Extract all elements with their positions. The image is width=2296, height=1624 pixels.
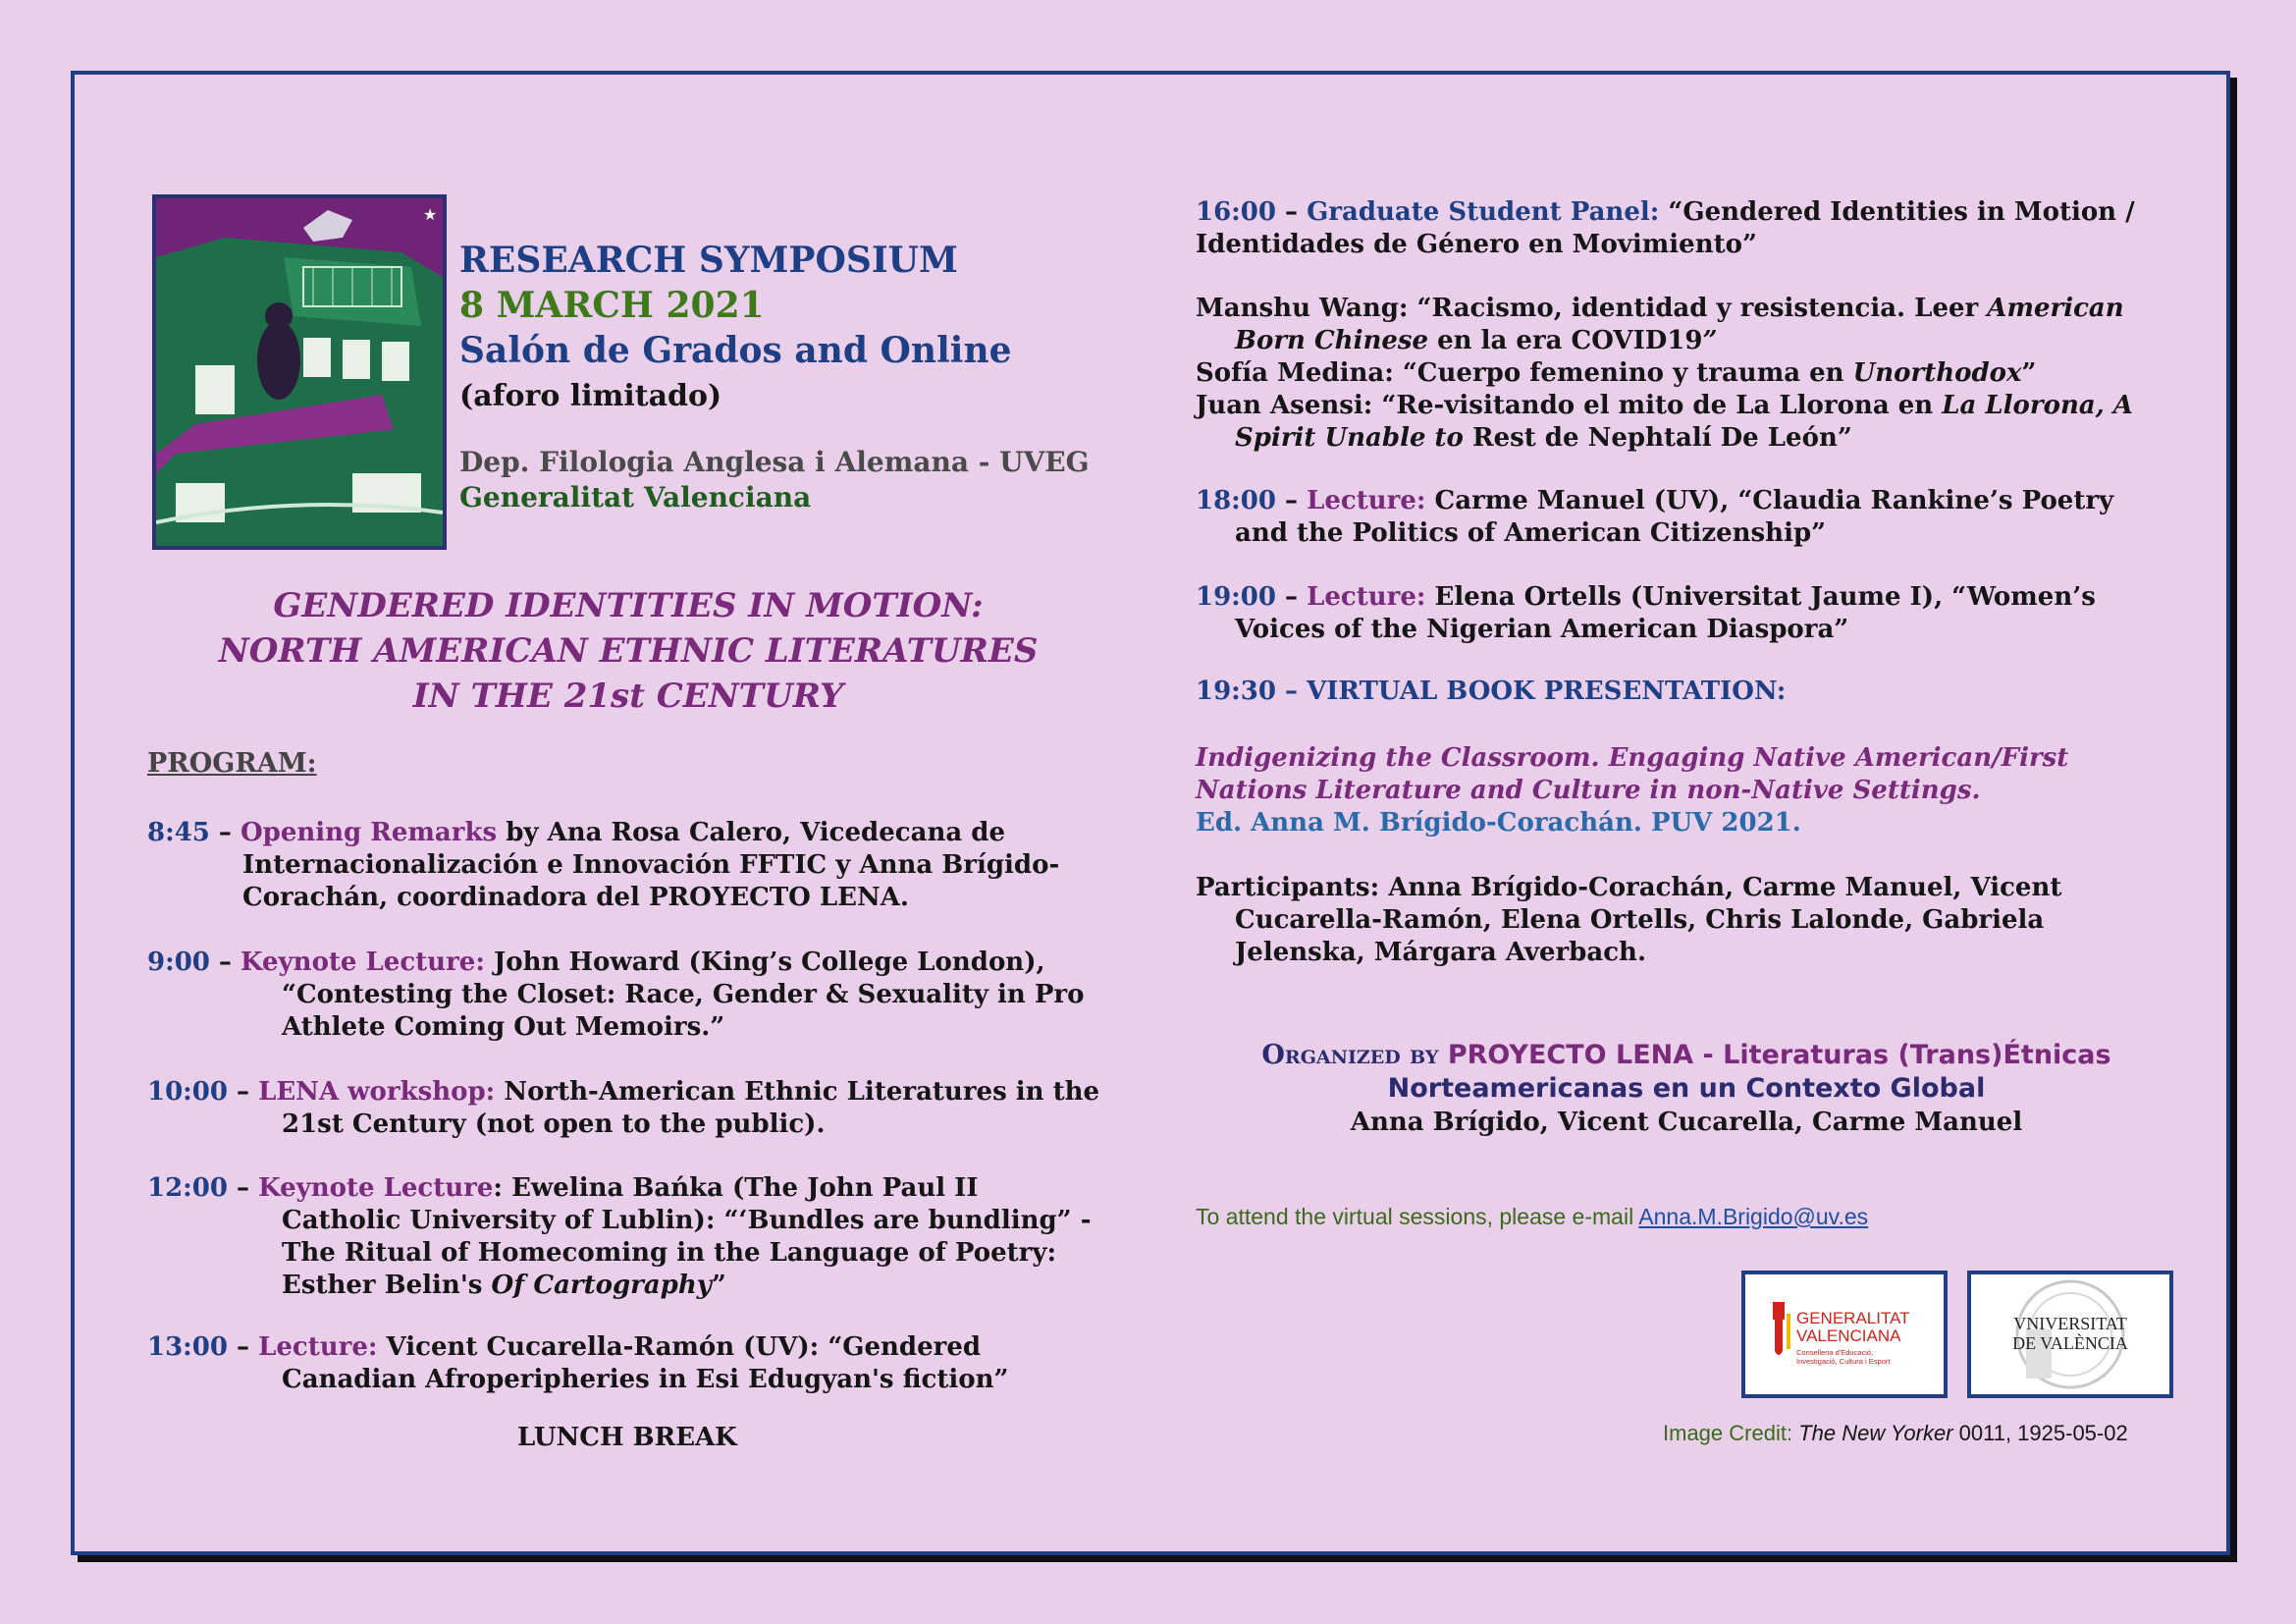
session-kind: Lecture: (1307, 582, 1426, 612)
svg-text:GENERALITAT: GENERALITAT (1796, 1309, 1910, 1327)
session-time: 12:00 (147, 1173, 228, 1203)
symposium-title (147, 583, 1109, 719)
generalitat-valenciana-logo (1741, 1271, 1948, 1398)
title-line-2: NORTH AMERICAN ETHNIC LITERATURES (218, 631, 1039, 671)
session-time: 19:00 (1196, 582, 1276, 612)
svg-text:VNIVERSITAT: VNIVERSITAT (2013, 1314, 2127, 1333)
program-heading: PROGRAM: (147, 748, 317, 779)
session-kind: Graduate Student Panel: (1307, 197, 1660, 227)
session-kind: VIRTUAL BOOK PRESENTATION: (1307, 677, 1787, 706)
sponsor: Generalitat Valenciana (459, 481, 812, 514)
session-1930: 19:30 – VIRTUAL BOOK PRESENTATION: (1196, 677, 1787, 706)
title-line-3: IN THE 21st CENTURY (412, 677, 844, 716)
organizers: Organized by PROYECTO LENA - Literaturas (Trans)Étnicas Norteamericanas en un Contexto Global Anna Brígido, Vicent Cucarella, Carme Manuel (1261, 1040, 2111, 1137)
session-1200: 12:00 – Keynote Lecture: Ewelina Bańka (The John Paul II Catholic University of Lublin): “‘Bundles are bundling” - The Ritual of Homecoming in the Language of Poetry: Esther Belin's Of Cartography” (147, 1173, 1092, 1300)
presentation-participants: Participants: Anna Brígido-Corachán, Carme Manuel, Vicent Cucarella-Ramón, Elena Ortells, Chris Lalonde, Gabriela Jelenska, Márgara Averbach. (1196, 873, 2062, 967)
session-kind: Keynote Lecture (258, 1173, 494, 1203)
session-time: 18:00 (1196, 486, 1276, 515)
session-1000: 10:00 – LENA workshop: North-American Ethnic Literatures in the 21st Century (not open to the public). (147, 1077, 1100, 1139)
session-time: 19:30 (1196, 677, 1276, 706)
session-kind: Opening Remarks (240, 818, 498, 847)
session-kind: Lecture: (1307, 486, 1426, 515)
event-venue: Salón de Grados and Online (459, 330, 1012, 371)
svg-text:DE VALÈNCIA: DE VALÈNCIA (2012, 1333, 2128, 1353)
session-time: 16:00 (1196, 197, 1276, 227)
capacity-note: (aforo limitado) (459, 379, 722, 413)
image-credit: Image Credit: The New Yorker 0011, 1925-05-02 (1663, 1421, 2128, 1445)
svg-text:VALENCIANA: VALENCIANA (1796, 1326, 1901, 1345)
session-time: 13:00 (147, 1332, 228, 1362)
session-1900: 19:00 – Lecture: Elena Ortells (Universitat Jaume I), “Women’s Voices of the Nigerian American Diaspora” (1196, 582, 2096, 644)
session-time: 10:00 (147, 1077, 228, 1107)
session-1800: 18:00 – Lecture: Carme Manuel (UV), “Claudia Rankine’s Poetry and the Politics of American Citizenship” (1196, 486, 2114, 548)
session-1300: 13:00 – Lecture: Vicent Cucarella-Ramón (UV): “Gendered Canadian Afroperipheries in Esi Edugyan's fiction” (147, 1332, 1009, 1394)
session-0900: 9:00 – Keynote Lecture: John Howard (King’s College London), “Contesting the Closet: Race, Gender & Sexuality in Pro Athlete Coming Out Memoirs.” (147, 947, 1085, 1042)
attend-note: To attend the virtual sessions, please e-mail Anna.M.Brigido@uv.es (1196, 1204, 1869, 1229)
session-1600: 16:00 – Graduate Student Panel: “Gendered Identities in Motion / Identidades de Género en Movimiento” (1196, 197, 2135, 259)
email-link[interactable]: Anna.M.Brigido@uv.es (1638, 1204, 1869, 1229)
title-line-1: GENDERED IDENTITIES IN MOTION: (273, 586, 984, 625)
event-date: 8 MARCH 2021 (459, 285, 765, 326)
universitat-de-valencia-logo (1967, 1271, 2173, 1398)
svg-text:Investigació, Cultura i Esport: Investigació, Cultura i Esport (1796, 1357, 1891, 1366)
department: Dep. Filologia Anglesa i Alemana - UVEG (459, 446, 1090, 478)
svg-text:★: ★ (423, 205, 438, 224)
event-type: RESEARCH SYMPOSIUM (459, 240, 958, 281)
session-time: 9:00 (147, 947, 210, 977)
session-kind: Lecture: (258, 1332, 378, 1362)
svg-text:Conselleria d'Educació,: Conselleria d'Educació, (1796, 1348, 1874, 1357)
new-yorker-cover-image (152, 194, 447, 550)
session-kind: LENA workshop: (258, 1077, 496, 1107)
session-0845: 8:45 – Opening Remarks by Ana Rosa Calero, Vicedecana de Internacionalización e Innovación FFTIC y Anna Brígido- Corachán, coordinadora del PROYECTO LENA. (147, 818, 1060, 912)
session-kind: Keynote Lecture: (240, 947, 485, 977)
lunch-break: LUNCH BREAK (517, 1423, 737, 1452)
book-presentation: Indigenizing the Classroom. Engaging Native American/First Nations Literature and Culture in non-Native Settings. Ed. Anna M. Brígido-Corachán. PUV 2021. (1196, 743, 2069, 838)
panel-participants: Manshu Wang: “Racismo, identidad y resistencia. Leer American Born Chinese en la era COVID19” Sofía Medina: “Cuerpo femenino y trauma en Unorthodox” Juan Asensi: “Re-visitando el mito de La Llorona en La Llorona, A Spirit Unable to Rest de Nephtalí De León” (1196, 294, 2133, 453)
session-time: 8:45 (147, 818, 210, 847)
